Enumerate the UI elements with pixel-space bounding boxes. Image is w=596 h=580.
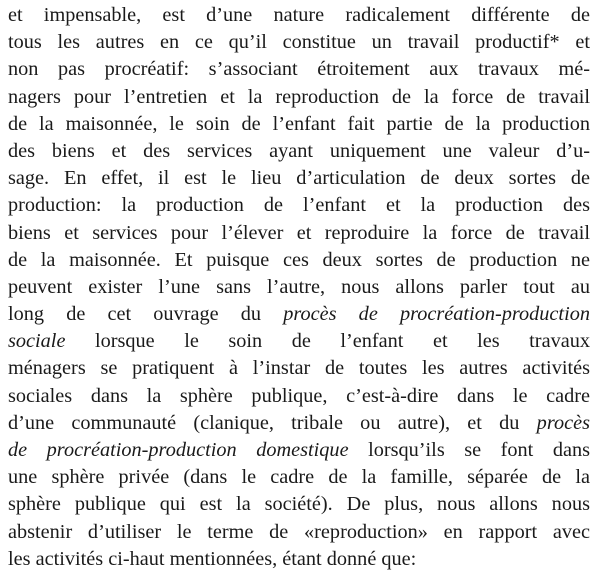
text-line xyxy=(8,192,590,219)
text-line xyxy=(8,165,590,192)
text-line xyxy=(8,2,590,29)
text-segment: une sphère privée (dans le cadre de la famille, séparée de la xyxy=(8,466,590,489)
text-line xyxy=(8,383,590,410)
text-segment: de la maisonnée. Et puisque ces deux sortes de production ne xyxy=(8,248,590,271)
text-line xyxy=(8,220,590,247)
text-segment: sage. En effet, il est le lieu d’articulation de deux sortes de xyxy=(8,167,590,190)
text-segment: long de cet ouvrage du xyxy=(8,303,284,326)
text-line xyxy=(8,410,590,437)
italic-text-segment: procès xyxy=(536,411,590,434)
text-line xyxy=(8,138,590,165)
text-line xyxy=(8,111,590,138)
text-segment: lorsque le soin de l’enfant et les travaux xyxy=(65,330,590,353)
text-segment: des biens et des services ayant uniquement une valeur d’u- xyxy=(8,139,590,162)
text-segment: nagers pour l’entretien et la reproduction de la force de travail xyxy=(8,85,590,108)
text-line xyxy=(8,29,590,56)
text-segment: abstenir d’utiliser le terme de «reproduction» en rapport avec xyxy=(8,520,590,543)
text-line xyxy=(8,328,590,355)
text-line xyxy=(8,247,590,274)
text-line xyxy=(8,546,590,573)
text-line xyxy=(8,464,590,491)
italic-text-segment: sociale xyxy=(8,330,66,353)
text-segment: non pas procréatif: s’associant étroitement aux travaux mé- xyxy=(8,58,590,81)
text-line xyxy=(8,274,590,301)
italic-text-segment: procès de procréation-production xyxy=(283,303,590,326)
text-segment: tous les autres en ce qu’il constitue un travail productif* et xyxy=(8,31,590,54)
italic-text-segment: de procréation-production domestique xyxy=(8,439,349,461)
text-segment: biens et services pour l’élever et reproduire la force de travail xyxy=(8,221,590,244)
text-segment: peuvent exister l’une sans l’autre, nous allons parler tout au xyxy=(8,275,590,298)
text-segment: de la maisonnée, le soin de l’enfant fait partie de la production xyxy=(8,112,590,135)
text-line xyxy=(8,491,590,518)
text-line xyxy=(8,355,590,382)
text-segment: et impensable, est d’une nature radicalement différente de xyxy=(8,4,590,26)
text-line xyxy=(8,519,590,546)
text-line xyxy=(8,437,590,464)
text-segment: sociales dans la sphère publique, c’est-à-dire dans le cadre xyxy=(8,384,590,407)
text-line xyxy=(8,84,590,111)
text-segment: ménagers se pratiquent à l’instar de toutes les autres activités xyxy=(8,357,590,380)
text-segment: les activités ci-haut mentionnées, étant donné que: xyxy=(8,547,417,570)
body-text xyxy=(8,2,590,573)
text-line xyxy=(8,56,590,83)
text-line xyxy=(8,301,590,328)
text-segment: lorsqu’ils se font dans xyxy=(348,439,590,461)
text-segment: production: la production de l’enfant et la production des xyxy=(8,194,590,217)
text-segment: d’une communauté (clanique, tribale ou autre), et du xyxy=(8,411,537,434)
text-segment: sphère publique qui est la société). De plus, nous allons nous xyxy=(8,493,590,516)
